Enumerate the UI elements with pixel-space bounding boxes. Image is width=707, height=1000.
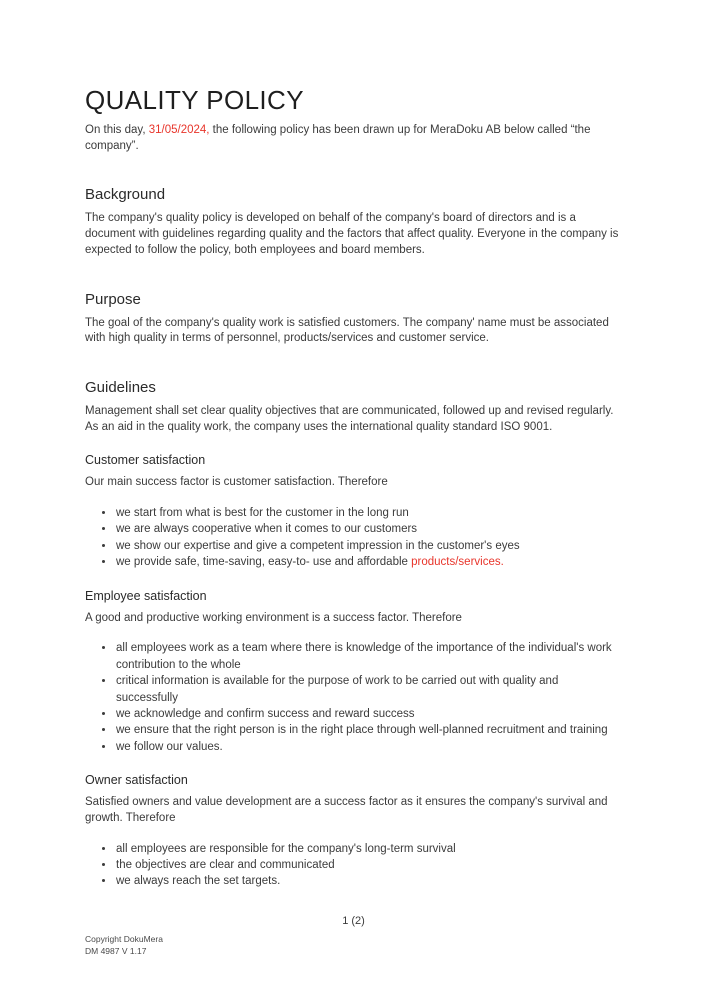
bullet-text: we always reach the set targets. [116,875,281,888]
subsection-heading-employee-satisfaction: Employee satisfaction [85,588,207,603]
bullet-text: we acknowledge and confirm success and reward success [116,707,415,720]
intro-paragraph [85,123,622,154]
bullet-list-employee-satisfaction [85,640,622,755]
bullet-text: all employees work as a team where there is knowledge of the importance of the individual's work contribution to the whole [116,642,612,671]
list-item [115,739,622,755]
bullet-text: the objectives are clear and communicated [116,859,335,872]
subsection-heading-owner-satisfaction: Owner satisfaction [85,773,188,788]
list-item [115,841,622,857]
bullet-text: we follow our values. [116,740,223,753]
bullet-list-customer-satisfaction [85,505,622,571]
bullet-text: we are always cooperative when it comes to our customers [116,523,418,536]
bullet-list-owner-satisfaction [85,841,622,890]
section-heading-background: Background [85,186,166,204]
bullet-text-red: products/services. [411,556,504,569]
bullet-text: we show our expertise and give a competent impression in the customer's eyes [116,539,520,552]
intro-text-after-date: the following policy has been drawn up for MeraDoku AB below called “the company”. [85,124,591,152]
footer-meta [85,934,163,957]
bullet-text: all employees are responsible for the company's long-term survival [116,842,456,855]
intro-text-before-date: On this day, [85,124,149,136]
bullet-text: critical information is available for the purpose of work to be carried out with quality and successfully [116,675,559,704]
intro-date: 31/05/2024, [148,124,210,136]
list-item [115,673,622,706]
section-body-purpose: The goal of the company's quality work is satisfied customers. The company' name must be associated with high quality in terms of personnel, products/services and customer service. [85,316,609,345]
list-item [115,873,622,889]
footer-copyright: Copyright DokuMera [85,934,163,944]
footer-doc-id: DM 4987 V 1.17 [85,945,147,956]
list-item [115,706,622,722]
subsection-lead-owner-satisfaction: Satisfied owners and value development are a success factor as it ensures the company's survival and growth. Therefore [85,796,608,824]
list-item [115,640,622,673]
list-item [115,857,622,873]
page-number: 1 (2) [342,915,365,927]
list-item [115,521,622,537]
bullet-text: we ensure that the right person is in the right place through well-planned recruitment and training [116,724,608,737]
list-item [115,505,622,521]
bullet-text: we start from what is best for the customer in the long run [116,507,409,520]
section-body-background: The company's quality policy is developed on behalf of the company's board of directors and is a document with guidelines regarding quality and the factors that affect quality. Everyone in the company is expected to follow the policy, both employees and board members. [85,212,619,256]
section-heading-purpose: Purpose [85,290,141,308]
subsection-lead-customer-satisfaction: Our main success factor is customer satisfaction. Therefore [85,476,388,489]
section-heading-guidelines: Guidelines [85,378,156,396]
section-body-guidelines: Management shall set clear quality objectives that are communicated, followed up and revised regularly. As an aid in the quality work, the company uses the international quality standard ISO 9001. [85,404,614,433]
list-item [115,722,622,738]
list-item [115,554,622,570]
bullet-text: we provide safe, time-saving, easy-to- use and affordable [116,556,412,569]
subsection-lead-employee-satisfaction: A good and productive working environment is a success factor. Therefore [85,611,462,624]
subsection-heading-customer-satisfaction: Customer satisfaction [85,453,206,468]
list-item [115,538,622,554]
document-title: QUALITY POLICY [85,85,304,115]
